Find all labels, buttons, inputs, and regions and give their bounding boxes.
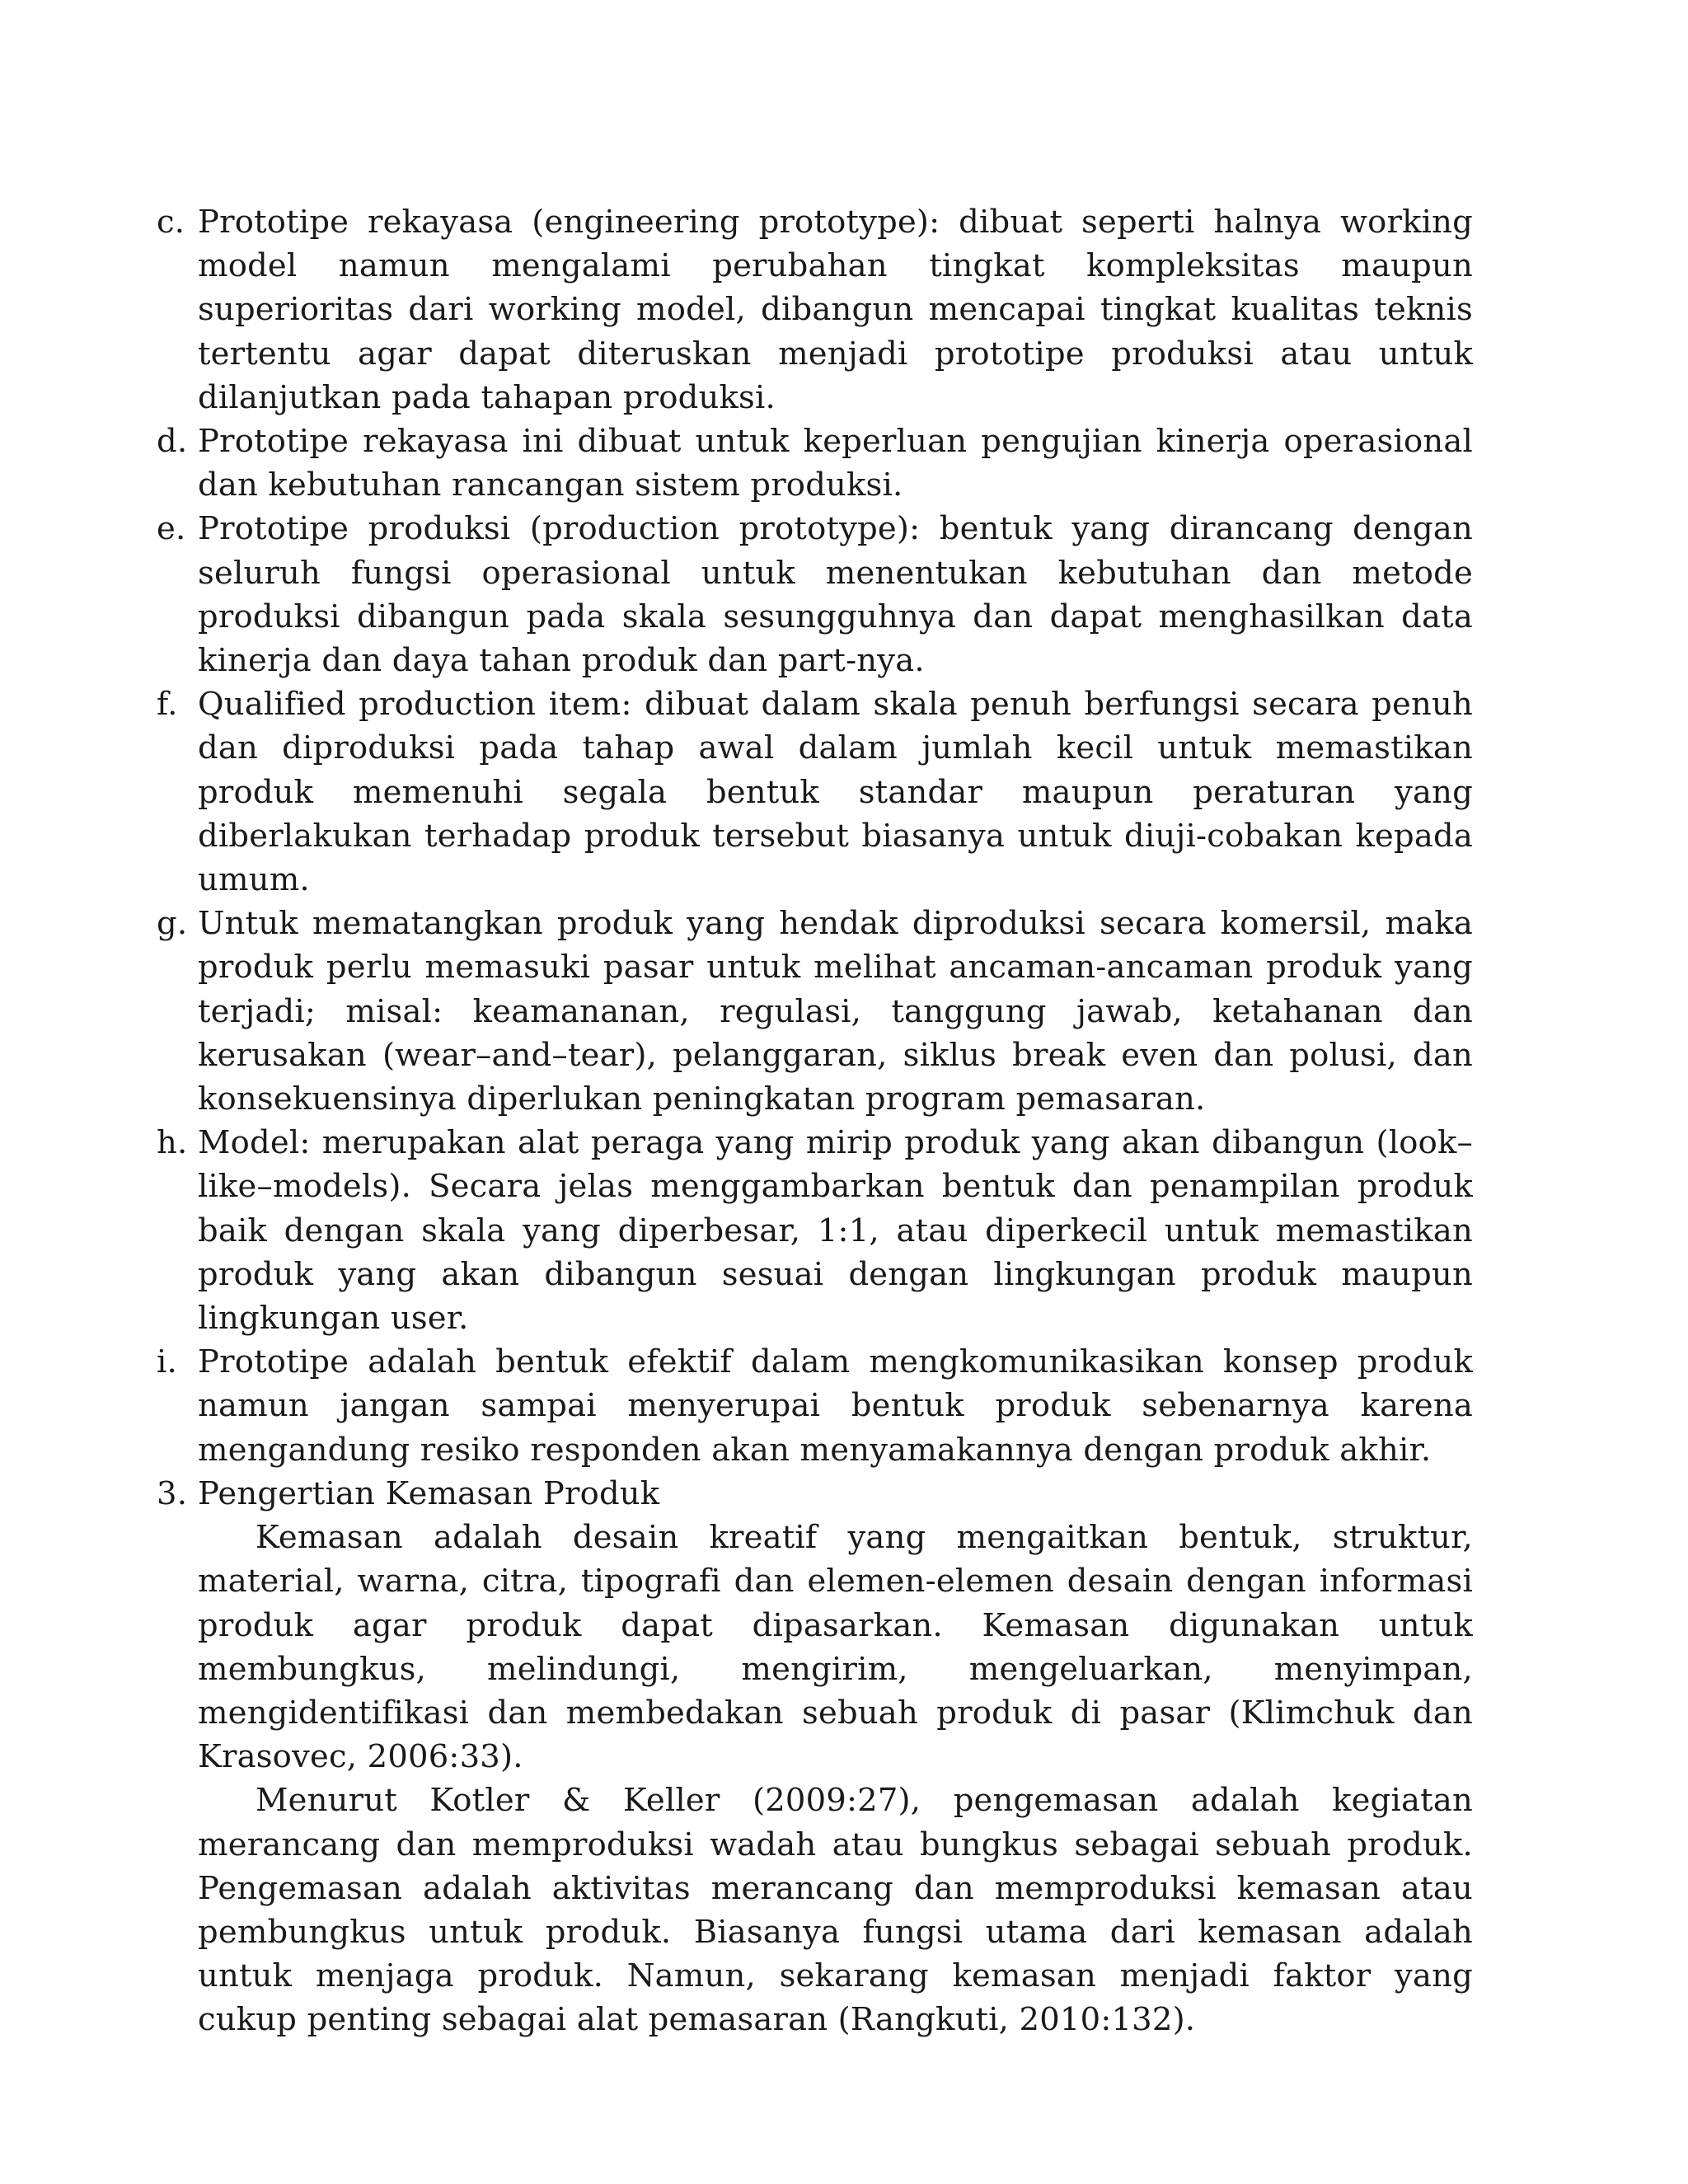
section-heading xyxy=(157,1472,1473,1516)
list-item-e xyxy=(157,507,1473,682)
list-item-text: Prototipe adalah bentuk efektif dalam mengkomunikasikan konsep produk namun jangan sampai menyerupai bentuk produk sebenarnya karena mengandung resiko responden akan menyamakannya dengan produk akhir. xyxy=(198,1343,1473,1469)
paragraph: Menurut Kotler & Keller (2009:27), pengemasan adalah kegiatan merancang dan memproduksi wadah atau bungkus sebagai sebuah produk. Pengemasan adalah aktivitas merancang dan memproduksi kemasan atau pembungkus untuk produk. Biasanya fungsi utama dari kemasan adalah untuk menjaga produk. Namun, sekarang kemasan menjadi faktor yang cukup penting sebagai alat pemasaran (Rangkuti, 2010:132). xyxy=(198,1782,1473,2039)
list-item-text: Prototipe rekayasa ini dibuat untuk keperluan pengujian kinerja operasional dan kebutuhan rancangan sistem produksi. xyxy=(198,423,1473,504)
list-marker: f. xyxy=(157,686,178,724)
list-item-text: Untuk mematangkan produk yang hendak diproduksi secara komersil, maka produk perlu memasuki pasar untuk melihat ancaman-ancaman produk yang terjadi; misal: keamananan, regulasi, tanggung jawab, ketahanan dan kerusakan (wear–and–tear), pelanggaran, siklus break even dan polusi, dan konsekuensinya diperlukan peningkatan program pemasaran. xyxy=(198,905,1473,1118)
list-item-d xyxy=(157,419,1473,507)
list-item-text: Prototipe rekayasa (engineering prototype): dibuat seperti halnya working model namun mengalami perubahan tingkat kompleksitas maupun superioritas dari working model, dibangun mencapai tingkat kualitas teknis tertentu agar dapat diteruskan menjadi prototipe produksi atau untuk dilanjutkan pada tahapan produksi. xyxy=(198,204,1473,416)
list-marker: g. xyxy=(157,905,188,943)
list-marker: h. xyxy=(157,1124,188,1162)
list-marker: i. xyxy=(157,1343,177,1381)
paragraph: Kemasan adalah desain kreatif yang mengaitkan bentuk, struktur, material, warna, citra, tipografi dan elemen-elemen desain dengan informasi produk agar produk dapat dipasarkan. Kemasan digunakan untuk membungkus, melindungi, mengirim, mengeluarkan, menyimpan, mengidentifikasi dan membedakan sebuah produk di pasar (Klimchuk dan Krasovec, 2006:33). xyxy=(198,1519,1473,1776)
list-marker: d. xyxy=(157,423,188,461)
page-content xyxy=(157,200,1473,2042)
list-marker: c. xyxy=(157,204,185,241)
section-number: 3. xyxy=(157,1474,188,1512)
list-item-text: Model: merupakan alat peraga yang mirip produk yang akan dibangun (look–like–models). Secara jelas menggambarkan bentuk dan penampilan produk baik dengan skala yang diperbesar, 1:1, atau diperkecil untuk memastikan produk yang akan dibangun sesuai dengan lingkungan produk maupun lingkungan user. xyxy=(198,1124,1473,1338)
list-item-text: Qualified production item: dibuat dalam skala penuh berfungsi secara penuh dan diproduksi pada tahap awal dalam jumlah kecil untuk memastikan produk memenuhi segala bentuk standar maupun peraturan yang diberlakukan terhadap produk tersebut biasanya untuk diuji-cobakan kepada umum. xyxy=(198,686,1473,899)
section-title: Pengertian Kemasan Produk xyxy=(198,1474,660,1512)
list-item-h xyxy=(157,1121,1473,1340)
list-item-text: Prototipe produksi (production prototype): bentuk yang dirancang dengan seluruh fungsi operasional untuk menentukan kebutuhan dan metode produksi dibangun pada skala sesungguhnya dan dapat menghasilkan data kinerja dan daya tahan produk dan part-nya. xyxy=(198,510,1473,680)
list-item-g xyxy=(157,902,1473,1121)
list-item-i xyxy=(157,1340,1473,1472)
section-body xyxy=(198,1516,1473,2041)
list-item-f xyxy=(157,682,1473,902)
list-item-c xyxy=(157,200,1473,419)
list-marker: e. xyxy=(157,510,186,548)
